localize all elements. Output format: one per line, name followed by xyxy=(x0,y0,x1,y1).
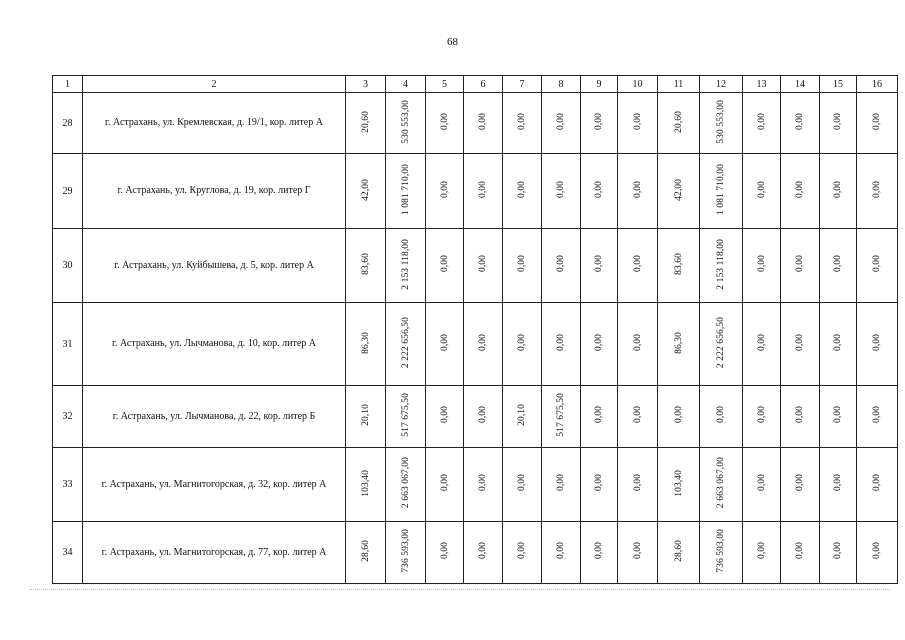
value-cell xyxy=(426,229,464,303)
value-text: 0,00 xyxy=(833,474,843,492)
address-cell: г. Астрахань, ул. Кремлевская, д. 19/1, кор. литер А xyxy=(83,93,346,154)
value-text: 0,00 xyxy=(632,542,643,560)
value-text: 0,00 xyxy=(478,474,488,492)
column-header: 6 xyxy=(464,76,503,93)
value-text: 20,60 xyxy=(360,110,371,133)
value-cell xyxy=(781,448,820,522)
value-text: 0,00 xyxy=(556,542,566,560)
value-cell xyxy=(581,522,618,584)
value-cell xyxy=(464,93,503,154)
table-row xyxy=(53,522,898,584)
page-edge-line xyxy=(30,589,890,590)
value-text: 0,00 xyxy=(556,112,566,131)
value-text: 0,00 xyxy=(833,406,843,424)
value-cell xyxy=(346,93,386,154)
value-text: 0,00 xyxy=(795,333,805,352)
value-cell xyxy=(542,386,581,448)
value-text: 0,00 xyxy=(517,112,527,131)
column-header: 10 xyxy=(618,76,658,93)
value-cell xyxy=(542,229,581,303)
value-text: 0,00 xyxy=(439,406,450,424)
value-text: 83,60 xyxy=(360,253,371,275)
value-cell xyxy=(426,93,464,154)
value-cell xyxy=(346,303,386,386)
value-cell xyxy=(700,448,743,522)
value-text: 20,10 xyxy=(360,404,371,426)
value-cell xyxy=(503,386,542,448)
value-cell xyxy=(857,303,898,386)
value-text: 0,00 xyxy=(439,112,450,131)
page-number: 68 xyxy=(447,36,458,48)
value-cell xyxy=(743,522,781,584)
value-cell xyxy=(781,229,820,303)
value-cell xyxy=(658,229,700,303)
value-text: 0,00 xyxy=(833,542,843,560)
value-text: 0,00 xyxy=(716,406,726,424)
value-text: 0,00 xyxy=(795,255,805,273)
value-cell xyxy=(386,448,426,522)
value-cell xyxy=(658,448,700,522)
value-text: 2 153 118,00 xyxy=(400,238,411,290)
value-text: 42,00 xyxy=(673,178,684,201)
value-text: 0,00 xyxy=(756,406,767,424)
row-number: 31 xyxy=(53,303,83,386)
value-cell xyxy=(464,386,503,448)
value-text: 0,00 xyxy=(478,542,488,560)
column-header: 13 xyxy=(743,76,781,93)
table-row xyxy=(53,229,898,303)
value-cell xyxy=(426,303,464,386)
column-header: 14 xyxy=(781,76,820,93)
value-text: 2 222 656,50 xyxy=(716,316,726,369)
value-text: 0,00 xyxy=(556,333,566,352)
value-text: 0,00 xyxy=(673,406,684,424)
value-cell xyxy=(503,448,542,522)
row-number: 28 xyxy=(53,93,83,154)
address-cell: г. Астрахань, ул. Магнитогорская, д. 77, кор. литер А xyxy=(83,522,346,584)
value-cell xyxy=(386,386,426,448)
value-cell xyxy=(857,448,898,522)
address-cell: г. Астрахань, ул. Магнитогорская, д. 32, кор. литер А xyxy=(83,448,346,522)
value-text: 0,00 xyxy=(517,255,527,273)
value-text: 0,00 xyxy=(833,333,843,352)
value-text: 517 675,50 xyxy=(556,393,566,437)
value-cell xyxy=(426,522,464,584)
table-row xyxy=(53,154,898,229)
value-text: 0,00 xyxy=(872,333,882,352)
value-text: 86,30 xyxy=(673,331,684,354)
value-text: 0,00 xyxy=(833,112,843,131)
value-text: 1 081 710,00 xyxy=(400,163,411,216)
value-cell xyxy=(743,386,781,448)
value-cell xyxy=(700,154,743,229)
value-text: 0,00 xyxy=(439,333,450,352)
value-text: 0,00 xyxy=(795,474,805,492)
value-text: 0,00 xyxy=(795,180,805,199)
table-row xyxy=(53,93,898,154)
value-cell xyxy=(700,386,743,448)
value-cell xyxy=(503,522,542,584)
value-text: 0,00 xyxy=(872,542,882,560)
value-text: 0,00 xyxy=(872,474,882,492)
value-cell xyxy=(820,93,857,154)
address-cell: г. Астрахань, ул. Круглова, д. 19, кор. литер Г xyxy=(83,154,346,229)
value-cell xyxy=(618,522,658,584)
value-cell xyxy=(658,386,700,448)
value-text: 0,00 xyxy=(517,180,527,199)
value-text: 28,60 xyxy=(360,540,371,562)
table-row xyxy=(53,386,898,448)
value-cell xyxy=(426,386,464,448)
column-header: 3 xyxy=(346,76,386,93)
value-cell xyxy=(618,154,658,229)
value-text: 0,00 xyxy=(556,474,566,492)
value-text: 103,40 xyxy=(360,469,371,497)
value-cell xyxy=(464,229,503,303)
value-cell xyxy=(503,229,542,303)
value-cell xyxy=(426,448,464,522)
value-text: 0,00 xyxy=(632,406,643,424)
value-text: 0,00 xyxy=(795,542,805,560)
value-text: 0,00 xyxy=(756,542,767,560)
value-text: 0,00 xyxy=(872,112,882,131)
value-text: 0,00 xyxy=(556,180,566,199)
value-text: 0,00 xyxy=(517,474,527,492)
value-cell xyxy=(820,522,857,584)
value-cell xyxy=(581,229,618,303)
value-cell xyxy=(346,386,386,448)
value-cell xyxy=(346,154,386,229)
address-cell: г. Астрахань, ул. Куйбышева, д. 5, кор. литер А xyxy=(83,229,346,303)
value-text: 2 222 656,50 xyxy=(400,316,411,369)
column-header: 12 xyxy=(700,76,743,93)
value-text: 2 663 067,00 xyxy=(716,457,726,509)
value-text: 0,00 xyxy=(833,180,843,199)
value-cell xyxy=(658,522,700,584)
value-cell xyxy=(346,522,386,584)
address-cell: г. Астрахань, ул. Лычманова, д. 22, кор. литер Б xyxy=(83,386,346,448)
value-cell xyxy=(542,448,581,522)
value-cell xyxy=(464,522,503,584)
value-text: 0,00 xyxy=(556,255,566,273)
value-text: 0,00 xyxy=(795,112,805,131)
table-row xyxy=(53,448,898,522)
row-number: 29 xyxy=(53,154,83,229)
table-row xyxy=(53,303,898,386)
row-number: 32 xyxy=(53,386,83,448)
column-header: 5 xyxy=(426,76,464,93)
value-text: 0,00 xyxy=(756,474,767,492)
value-text: 42,00 xyxy=(360,178,371,201)
value-cell xyxy=(820,154,857,229)
column-header: 11 xyxy=(658,76,700,93)
column-header: 16 xyxy=(857,76,898,93)
value-text: 0,00 xyxy=(594,542,604,560)
value-cell xyxy=(658,93,700,154)
value-cell xyxy=(820,448,857,522)
value-text: 0,00 xyxy=(872,406,882,424)
value-cell xyxy=(503,93,542,154)
column-header: 15 xyxy=(820,76,857,93)
value-text: 736 593,00 xyxy=(716,529,726,573)
value-cell xyxy=(426,154,464,229)
row-number: 33 xyxy=(53,448,83,522)
value-cell xyxy=(386,154,426,229)
value-cell xyxy=(743,448,781,522)
value-cell xyxy=(581,448,618,522)
value-text: 1 081 710,00 xyxy=(716,163,726,216)
value-text: 517 675,50 xyxy=(400,393,411,437)
value-text: 0,00 xyxy=(632,255,643,273)
row-number: 30 xyxy=(53,229,83,303)
value-cell xyxy=(386,229,426,303)
value-cell xyxy=(503,303,542,386)
value-cell xyxy=(386,303,426,386)
value-cell xyxy=(857,522,898,584)
value-text: 0,00 xyxy=(594,474,604,492)
address-cell: г. Астрахань, ул. Лычманова, д. 10, кор. литер А xyxy=(83,303,346,386)
value-text: 86,30 xyxy=(360,331,371,354)
value-text: 0,00 xyxy=(594,180,604,199)
value-cell xyxy=(781,522,820,584)
column-header: 2 xyxy=(83,76,346,93)
value-cell xyxy=(386,93,426,154)
value-cell xyxy=(503,154,542,229)
value-text: 0,00 xyxy=(756,333,767,352)
value-cell xyxy=(700,303,743,386)
value-cell xyxy=(857,154,898,229)
value-cell xyxy=(618,303,658,386)
value-cell xyxy=(542,522,581,584)
value-text: 0,00 xyxy=(439,180,450,199)
value-text: 28,60 xyxy=(673,540,684,562)
value-cell xyxy=(346,229,386,303)
value-text: 0,00 xyxy=(478,255,488,273)
value-text: 530 553,00 xyxy=(716,99,726,144)
value-text: 0,00 xyxy=(594,255,604,273)
value-cell xyxy=(781,303,820,386)
value-text: 0,00 xyxy=(478,112,488,131)
value-cell xyxy=(658,154,700,229)
column-header: 8 xyxy=(542,76,581,93)
value-text: 0,00 xyxy=(478,333,488,352)
value-cell xyxy=(618,386,658,448)
value-text: 0,00 xyxy=(872,180,882,199)
value-text: 0,00 xyxy=(756,255,767,273)
value-cell xyxy=(464,303,503,386)
value-text: 2 663 067,00 xyxy=(400,457,411,509)
value-text: 0,00 xyxy=(632,112,643,131)
value-cell xyxy=(700,229,743,303)
value-text: 0,00 xyxy=(756,180,767,199)
value-text: 0,00 xyxy=(594,333,604,352)
value-text: 0,00 xyxy=(632,474,643,492)
value-text: 0,00 xyxy=(795,406,805,424)
value-cell xyxy=(820,386,857,448)
value-text: 2 153 118,00 xyxy=(716,238,726,290)
value-text: 103,40 xyxy=(673,469,684,497)
value-cell xyxy=(820,303,857,386)
value-cell xyxy=(700,522,743,584)
value-cell xyxy=(857,386,898,448)
column-header: 1 xyxy=(53,76,83,93)
value-cell xyxy=(781,154,820,229)
value-cell xyxy=(581,303,618,386)
value-cell xyxy=(542,303,581,386)
value-text: 0,00 xyxy=(478,180,488,199)
value-cell xyxy=(857,93,898,154)
value-text: 0,00 xyxy=(632,180,643,199)
column-header: 4 xyxy=(386,76,426,93)
value-text: 736 593,00 xyxy=(400,529,411,573)
value-text: 20,10 xyxy=(517,404,527,426)
column-number-row xyxy=(53,76,898,93)
value-text: 0,00 xyxy=(594,406,604,424)
value-text: 0,00 xyxy=(439,542,450,560)
value-cell xyxy=(542,93,581,154)
value-text: 530 553,00 xyxy=(400,99,411,144)
value-text: 0,00 xyxy=(478,406,488,424)
value-cell xyxy=(743,93,781,154)
value-cell xyxy=(743,154,781,229)
value-text: 20,60 xyxy=(673,110,684,133)
value-text: 0,00 xyxy=(833,255,843,273)
value-cell xyxy=(743,303,781,386)
value-cell xyxy=(658,303,700,386)
value-text: 0,00 xyxy=(756,112,767,131)
value-cell xyxy=(464,448,503,522)
value-cell xyxy=(857,229,898,303)
value-cell xyxy=(386,522,426,584)
housing-register-table xyxy=(52,75,898,584)
value-text: 0,00 xyxy=(517,542,527,560)
value-text: 0,00 xyxy=(594,112,604,131)
value-cell xyxy=(618,448,658,522)
value-cell xyxy=(618,93,658,154)
value-text: 0,00 xyxy=(872,255,882,273)
value-cell xyxy=(581,386,618,448)
value-cell xyxy=(618,229,658,303)
value-text: 83,60 xyxy=(673,253,684,275)
value-cell xyxy=(542,154,581,229)
column-header: 7 xyxy=(503,76,542,93)
value-cell xyxy=(581,154,618,229)
value-cell xyxy=(464,154,503,229)
value-cell xyxy=(346,448,386,522)
value-text: 0,00 xyxy=(632,333,643,352)
value-text: 0,00 xyxy=(439,255,450,273)
column-header: 9 xyxy=(581,76,618,93)
value-cell xyxy=(781,93,820,154)
value-cell xyxy=(700,93,743,154)
row-number: 34 xyxy=(53,522,83,584)
value-cell xyxy=(743,229,781,303)
value-text: 0,00 xyxy=(439,474,450,492)
value-cell xyxy=(781,386,820,448)
value-text: 0,00 xyxy=(517,333,527,352)
value-cell xyxy=(581,93,618,154)
value-cell xyxy=(820,229,857,303)
